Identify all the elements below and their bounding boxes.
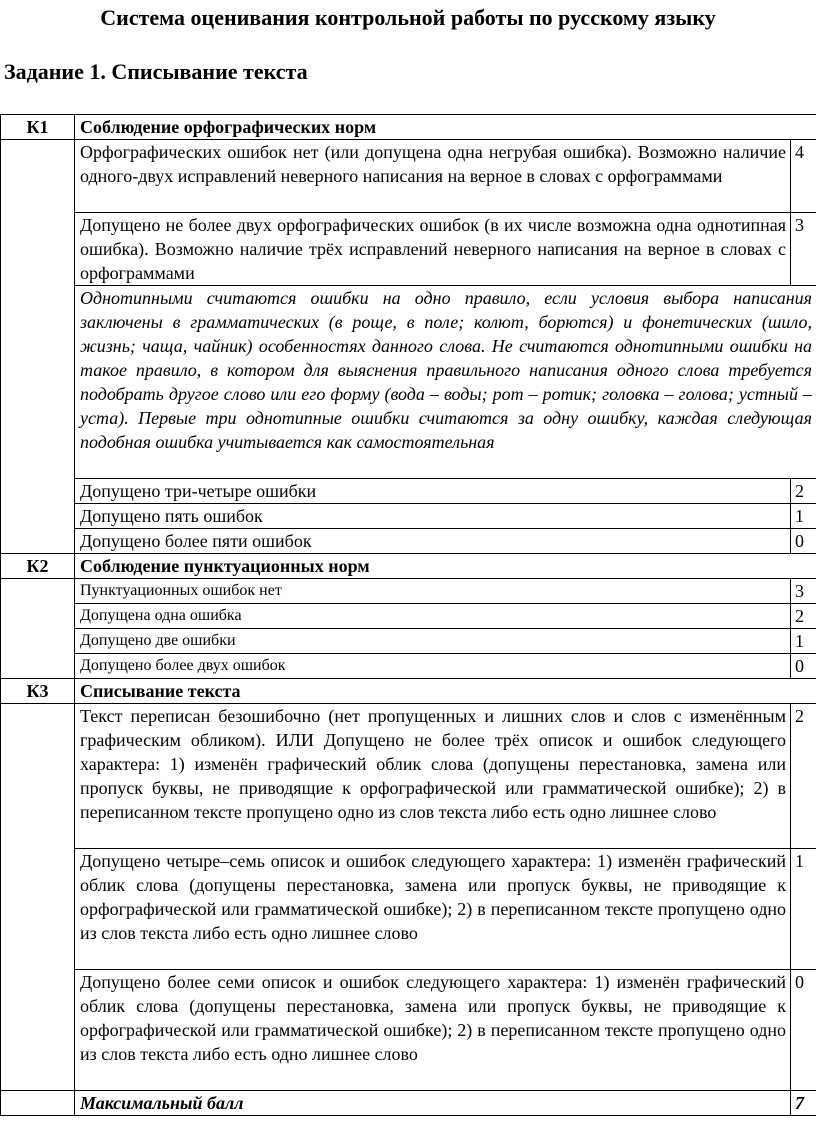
row-score: 4 [791,140,816,213]
criterion-code: К2 [1,554,75,579]
row-score: 3 [791,579,816,604]
row-description: Допущено более семи описок и ошибок следующего характера: 1) изменён графический облик слова (допущены перестановка, замена или пропуск буквы, не приводящие к орфографической или грамматической ошибке); 2) в переписанном тексте пропущено одно из слов текста либо есть одно лишнее слово [75,970,791,1091]
criterion-title: Списывание текста [75,679,816,704]
row-score: 1 [791,849,816,970]
criterion-code-spacer [1,140,75,554]
criterion-k3-header [1,679,816,704]
criterion-code: К1 [1,115,75,140]
criterion-title: Соблюдение орфографических норм [75,115,816,140]
table-row [1,654,816,679]
row-description: Допущено две ошибки [75,629,791,654]
criterion-code: К3 [1,679,75,704]
table-row [1,579,816,604]
row-description: Допущено более двух ошибок [75,654,791,679]
row-score: 1 [791,629,816,654]
row-score: 1 [791,504,816,529]
criterion-k1-header [1,115,816,140]
row-description: Текст переписан безошибочно (нет пропущенных и лишних слов и слов с изменённым графическим обликом). ИЛИ Допущено не более трёх описок и ошибок следующего характера: 1) изменён графический облик слова (допущены перестановка, замена или пропуск буквы, не приводящие к орфографической или грамматической ошибке); 2) в переписанном тексте пропущено одно из слов текста либо есть одно лишнее слово [75,704,791,849]
row-description: Допущено не более двух орфографических ошибок (в их числе возможна одна однотипная ошибка). Возможно наличие трёх исправлений неверного написания на верное в словах с орфограммами [75,213,791,286]
criterion-title: Соблюдение пунктуационных норм [75,554,816,579]
table-row [1,529,816,554]
row-score: 0 [791,654,816,679]
table-row [1,849,816,970]
total-row [1,1091,816,1116]
row-score: 2 [791,604,816,629]
total-score: 7 [791,1091,816,1116]
note-text: Однотипными считаются ошибки на одно правило, если условия выбора написания заключены в грамматических (в роще, в поле; колют, борются) и фонетических (шило, жизнь; чаща, чайник) особенностях данного слова. Не считаются однотипными ошибки на такое правило, в котором для выяснения правильного написания одного слова требуется подобрать другое слово или его форму (вода – воды; рот – ротик; головка – голова; устный – уста). Первые три однотипные ошибки считаются за одну ошибку, каждая следующая подобная ошибка учитывается как самостоятельная [75,286,816,479]
task-title: Задание 1. Списывание текста [4,59,308,84]
row-description: Пунктуационных ошибок нет [75,579,791,604]
row-description: Допущено более пяти ошибок [75,529,791,554]
assessment-table [0,114,816,1116]
table-row [1,140,816,213]
row-score: 2 [791,704,816,849]
document-title: Система оценивания контрольной работы по русскому языку [100,5,716,30]
table-row [1,479,816,504]
row-description: Допущено пять ошибок [75,504,791,529]
row-description: Орфографических ошибок нет (или допущена одна негрубая ошибка). Возможно наличие одного-двух исправлений неверного написания на верное в словах с орфограммами [75,140,791,213]
row-description: Допущено три-четыре ошибки [75,479,791,504]
table-row [1,504,816,529]
criterion-code-spacer [1,704,75,1091]
table-row [1,604,816,629]
row-description: Допущено четыре–семь описок и ошибок следующего характера: 1) изменён графический облик слова (допущены перестановка, замена или пропуск буквы, не приводящие к орфографической или грамматической ошибке); 2) в переписанном тексте пропущено одно из слов текста либо есть одно лишнее слово [75,849,791,970]
total-code-spacer [1,1091,75,1116]
row-description: Допущена одна ошибка [75,604,791,629]
table-row [1,970,816,1091]
criterion-code-spacer [1,579,75,679]
criterion-k2-header [1,554,816,579]
total-label: Максимальный балл [75,1091,791,1116]
row-score: 3 [791,213,816,286]
row-score: 0 [791,970,816,1091]
row-score: 0 [791,529,816,554]
table-row [1,213,816,286]
row-score: 2 [791,479,816,504]
note-row [1,286,816,479]
table-row [1,629,816,654]
table-row [1,704,816,849]
